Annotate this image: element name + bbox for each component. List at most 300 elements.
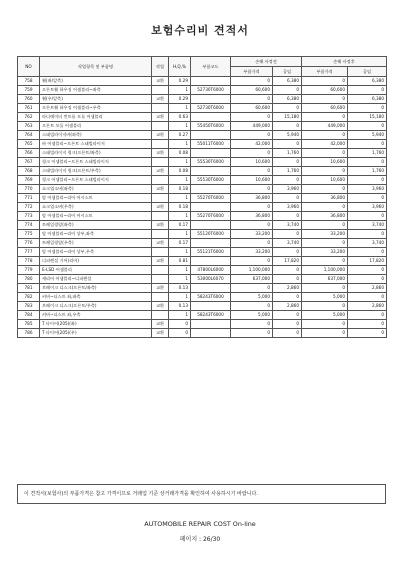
page-number: 페이지 : 26/30 [179, 536, 221, 543]
row-claim-parts: 0 [231, 284, 273, 293]
row-hrs: 0.13 [169, 302, 191, 311]
row-settle-parts: 0 [302, 320, 348, 329]
row-claim-parts: 33,200 [231, 248, 273, 257]
row-claim-parts: 0 [231, 239, 273, 248]
row-part-no: 52730T6000 [191, 86, 231, 95]
row-settle-parts: 36,800 [302, 194, 348, 203]
row-item: 브레이크 디스크(프론트/우측) [40, 302, 152, 311]
row-settle-labor: 3,740 [348, 221, 387, 230]
row-settle-labor: 3,740 [348, 239, 387, 248]
row-claim-labor: 0 [273, 212, 302, 221]
row-hrs: 0.08 [169, 149, 191, 158]
row-settle-parts: 60,600 [302, 104, 348, 113]
row-part-no [191, 185, 231, 194]
table-row [18, 275, 387, 284]
row-claim-labor: 0 [273, 266, 302, 275]
row-work [152, 311, 169, 320]
row-settle-parts: 0 [302, 149, 348, 158]
table-row [18, 194, 387, 203]
row-no: 777 [18, 248, 40, 257]
row-no: 772 [18, 203, 40, 212]
row-claim-parts: 0 [231, 221, 273, 230]
row-settle-parts: 36,800 [302, 212, 348, 221]
col-settle-group-header: 손해 사정후 [302, 57, 387, 67]
table-row [18, 113, 387, 122]
row-work: 교환 [152, 185, 169, 194]
row-hrs: 1 [169, 311, 191, 320]
row-item: 쇼크업소버(좌측) [40, 185, 152, 194]
row-claim-labor: 6,380 [273, 95, 302, 104]
table-row [18, 149, 387, 158]
row-claim-labor: 0 [273, 86, 302, 95]
table-row [18, 311, 387, 320]
row-settle-labor: 0 [348, 248, 387, 257]
row-settle-labor: 0 [348, 212, 387, 221]
row-settle-parts: 5,000 [302, 293, 348, 302]
row-hrs: 0.81 [169, 257, 191, 266]
row-no: 761 [18, 104, 40, 113]
row-item: 프론트 모듈 어셈블리 [40, 122, 152, 131]
row-claim-labor: 0 [273, 320, 302, 329]
row-no: 782 [18, 293, 40, 302]
row-work: 교환 [152, 284, 169, 293]
col-no-header: NO [18, 57, 40, 77]
row-work [152, 122, 169, 131]
table-row [18, 212, 387, 221]
row-settle-labor: 2,860 [348, 284, 387, 293]
row-claim-labor: 2,860 [273, 302, 302, 311]
row-part-no: 58243T6000 [191, 293, 231, 302]
row-work [152, 140, 169, 149]
row-hrs: 1 [169, 158, 191, 167]
col-settle-labor-header: 공임 [348, 67, 387, 77]
row-no: 763 [18, 122, 40, 131]
row-part-no: 55450T6000 [191, 122, 231, 131]
row-claim-labor: 0 [273, 293, 302, 302]
row-settle-labor: 0 [348, 122, 387, 131]
row-work: 교환 [152, 302, 169, 311]
row-claim-labor: 0 [273, 311, 302, 320]
table-row [18, 329, 387, 338]
footer-title: AUTOMOBILE REPAIR COST On-line [144, 520, 256, 528]
row-item: 커버~더스트 좌,좌측 [40, 293, 152, 302]
table-row [18, 122, 387, 131]
row-claim-labor: 15,180 [273, 113, 302, 122]
row-settle-labor: 0 [348, 230, 387, 239]
row-part-no: 55530T6000 [191, 158, 231, 167]
row-hrs: 1 [169, 266, 191, 275]
row-hrs: 0.17 [169, 239, 191, 248]
row-work [152, 194, 169, 203]
row-part-no: 47800L6000 [191, 266, 231, 275]
col-work-header: 작업 [152, 57, 169, 77]
row-part-no [191, 284, 231, 293]
row-item: 프론트휠 하우징 어셈블리~좌측 [40, 86, 152, 95]
row-claim-labor: 0 [273, 230, 302, 239]
row-hrs: 1 [169, 122, 191, 131]
table-row [18, 95, 387, 104]
row-settle-labor: 0 [348, 194, 387, 203]
row-work: 교환 [152, 77, 169, 86]
row-part-no [191, 113, 231, 122]
col-claim-group-header: 손해 사정전 [231, 57, 302, 67]
row-no: 770 [18, 185, 40, 194]
row-no: 764 [18, 131, 40, 140]
row-item: T 타이어(205)(좌) [40, 320, 152, 329]
row-claim-parts: 0 [231, 167, 273, 176]
row-claim-labor: 6,380 [273, 77, 302, 86]
row-settle-parts: 0 [302, 302, 348, 311]
row-part-no: 52730T6000 [191, 104, 231, 113]
row-item: 트레일링암(우측) [40, 239, 152, 248]
row-part-no [191, 95, 231, 104]
row-settle-parts: 449,000 [302, 122, 348, 131]
row-claim-labor: 0 [273, 122, 302, 131]
row-no: 760 [18, 95, 40, 104]
row-work [152, 86, 169, 95]
row-item: 캐리어 어셈블리~디퍼렌셜 [40, 275, 152, 284]
row-work: 교환 [152, 149, 169, 158]
table-row [18, 239, 387, 248]
row-work [152, 176, 169, 185]
row-settle-labor: 0 [348, 329, 387, 338]
row-claim-parts: 60,600 [231, 104, 273, 113]
table-row [18, 131, 387, 140]
row-claim-parts: 0 [231, 77, 273, 86]
row-part-no: 55270T6000 [191, 212, 231, 221]
row-part-no: 55120T6000 [191, 230, 231, 239]
row-no: 771 [18, 194, 40, 203]
row-no: 774 [18, 221, 40, 230]
row-settle-parts: 5,000 [302, 311, 348, 320]
row-claim-labor: 2,860 [273, 284, 302, 293]
row-part-no [191, 257, 231, 266]
row-work [152, 104, 169, 113]
row-work: 교환 [152, 329, 169, 338]
row-item: T 타이어(205)(우) [40, 329, 152, 338]
row-hrs: 0.17 [169, 221, 191, 230]
row-no: 778 [18, 257, 40, 266]
row-part-no [191, 77, 231, 86]
row-work: 교환 [152, 320, 169, 329]
row-settle-parts: 33,200 [302, 230, 348, 239]
row-work [152, 212, 169, 221]
col-settle-parts-header: 부품가격 [302, 67, 348, 77]
row-part-no [191, 167, 231, 176]
row-no: 785 [18, 320, 40, 329]
row-work [152, 266, 169, 275]
row-settle-parts: 33,200 [302, 248, 348, 257]
row-item: 휠(좌/앞측) [40, 77, 152, 86]
row-claim-parts: 637,000 [231, 275, 273, 284]
row-part-no [191, 203, 231, 212]
row-hrs: 0.29 [169, 95, 191, 104]
row-settle-parts: 0 [302, 203, 348, 212]
table-row [18, 284, 387, 293]
row-claim-parts: 0 [231, 131, 273, 140]
table-row [18, 158, 387, 167]
row-work: 교환 [152, 167, 169, 176]
row-item: 트레일링암(좌측) [40, 221, 152, 230]
row-part-no [191, 302, 231, 311]
row-hrs: 1 [169, 86, 191, 95]
row-part-no [191, 131, 231, 140]
row-part-no: 55121T6000 [191, 248, 231, 257]
row-settle-labor: 0 [348, 275, 387, 284]
row-claim-labor: 17,820 [273, 257, 302, 266]
row-work: 교환 [152, 239, 169, 248]
row-hrs: 0.27 [169, 131, 191, 140]
row-claim-parts: 10,600 [231, 176, 273, 185]
row-claim-labor: 1,760 [273, 149, 302, 158]
row-claim-labor: 0 [273, 140, 302, 149]
row-no: 779 [18, 266, 40, 275]
table-row [18, 257, 387, 266]
row-work [152, 230, 169, 239]
row-item: 암 어셈블리~리어 상부,좌측 [40, 230, 152, 239]
row-settle-labor: 3,960 [348, 185, 387, 194]
row-settle-labor: 0 [348, 293, 387, 302]
row-hrs: 0.13 [169, 284, 191, 293]
row-work: 교환 [152, 113, 169, 122]
row-part-no [191, 320, 231, 329]
row-settle-parts: 0 [302, 329, 348, 338]
row-settle-labor: 6,380 [348, 77, 387, 86]
row-work [152, 293, 169, 302]
row-hrs: 0.63 [169, 113, 191, 122]
table-row [18, 203, 387, 212]
row-hrs: 1 [169, 275, 191, 284]
row-settle-labor: 1,760 [348, 149, 387, 158]
row-no: 766 [18, 149, 40, 158]
row-claim-parts: 36,800 [231, 194, 273, 203]
row-hrs: 0.18 [169, 203, 191, 212]
row-claim-parts: 1,100,000 [231, 266, 273, 275]
row-claim-parts: 36,800 [231, 212, 273, 221]
col-claim-parts-header: 부품가격 [231, 67, 273, 77]
row-settle-parts: 1,100,000 [302, 266, 348, 275]
row-no: 759 [18, 86, 40, 95]
row-claim-parts: 0 [231, 113, 273, 122]
row-settle-parts: 0 [302, 113, 348, 122]
row-no: 773 [18, 212, 40, 221]
table-row [18, 320, 387, 329]
row-claim-labor: 5,940 [273, 131, 302, 140]
row-settle-parts: 0 [302, 239, 348, 248]
row-item: 쇼크업소버(우측) [40, 203, 152, 212]
row-claim-parts: 0 [231, 329, 273, 338]
row-no: 775 [18, 230, 40, 239]
row-item: 스태빌라이저 링크(프론트/좌측) [40, 149, 152, 158]
row-claim-labor: 0 [273, 104, 302, 113]
row-claim-parts: 0 [231, 185, 273, 194]
row-claim-labor: 0 [273, 248, 302, 257]
row-no: 768 [18, 167, 40, 176]
row-claim-parts: 0 [231, 302, 273, 311]
row-hrs: 0.08 [169, 167, 191, 176]
row-settle-parts: 0 [302, 77, 348, 86]
row-hrs: 0.18 [169, 185, 191, 194]
row-claim-parts: 0 [231, 203, 273, 212]
row-hrs: 1 [169, 140, 191, 149]
row-work [152, 275, 169, 284]
table-row [18, 185, 387, 194]
row-claim-labor: 0 [273, 176, 302, 185]
row-claim-parts: 5,000 [231, 311, 273, 320]
row-item: 프론트휠 하우징 어셈블리~우측 [40, 104, 152, 113]
row-no: 784 [18, 311, 40, 320]
row-no: 781 [18, 284, 40, 293]
row-hrs: 1 [169, 176, 191, 185]
row-settle-labor: 6,380 [348, 95, 387, 104]
row-settle-parts: 10,600 [302, 176, 348, 185]
row-claim-labor: 0 [273, 275, 302, 284]
row-settle-labor: 2,860 [348, 302, 387, 311]
row-no: 780 [18, 275, 40, 284]
col-hrs-header: H,Q,% [169, 57, 191, 77]
row-settle-parts: 10,600 [302, 158, 348, 167]
row-item: 휠(우/앞측) [40, 95, 152, 104]
table-row [18, 167, 387, 176]
row-claim-labor: 0 [273, 158, 302, 167]
row-hrs: 0.29 [169, 77, 191, 86]
row-settle-parts: 0 [302, 284, 348, 293]
row-work: 교환 [152, 203, 169, 212]
table-row [18, 140, 387, 149]
row-part-no [191, 149, 231, 158]
row-settle-parts: 0 [302, 131, 348, 140]
row-settle-labor: 0 [348, 140, 387, 149]
row-no: 783 [18, 302, 40, 311]
row-settle-labor: 5,940 [348, 131, 387, 140]
row-part-no: 55530T6000 [191, 176, 231, 185]
row-claim-parts: 60,600 [231, 86, 273, 95]
row-settle-labor: 3,960 [348, 203, 387, 212]
row-claim-labor: 1,760 [273, 167, 302, 176]
row-claim-labor: 3,740 [273, 221, 302, 230]
row-claim-labor: 0 [273, 329, 302, 338]
row-part-no: 55270T6000 [191, 194, 231, 203]
table-row [18, 266, 387, 275]
row-claim-parts: 5,000 [231, 293, 273, 302]
row-part-no [191, 239, 231, 248]
row-item: 암 어셈블리~리어 상부,우측 [40, 248, 152, 257]
row-settle-labor: 0 [348, 320, 387, 329]
row-claim-parts: 449,000 [231, 122, 273, 131]
row-item: 브레이크 디스크(프론트/좌측) [40, 284, 152, 293]
row-hrs: 1 [169, 248, 191, 257]
col-item-header: 작업항목 및 부품명 [40, 57, 152, 77]
estimate-table [17, 56, 387, 338]
row-item: 링크 어셈블리~프론트 스태빌라이저 [40, 176, 152, 185]
row-item: 링크 어셈블리~프론트 스태빌라이저 [40, 158, 152, 167]
row-claim-parts: 33,200 [231, 230, 273, 239]
row-hrs: 0 [169, 329, 191, 338]
row-settle-labor: 0 [348, 176, 387, 185]
row-settle-parts: 0 [302, 185, 348, 194]
col-part-header: 부품코드 [191, 57, 231, 77]
row-hrs: 1 [169, 293, 191, 302]
table-row [18, 77, 387, 86]
row-part-no: 55011T6000 [191, 140, 231, 149]
row-settle-parts: 42,000 [302, 140, 348, 149]
table-row [18, 302, 387, 311]
table-row [18, 248, 387, 257]
row-settle-labor: 0 [348, 311, 387, 320]
row-settle-parts: 0 [302, 257, 348, 266]
row-claim-labor: 0 [273, 194, 302, 203]
row-part-no: 53000L6070 [191, 275, 231, 284]
row-settle-labor: 0 [348, 104, 387, 113]
row-settle-parts: 0 [302, 95, 348, 104]
row-part-no: 58243T6000 [191, 311, 231, 320]
row-item: 라디에이터 컨트롤 모듈 어셈블리 [40, 113, 152, 122]
table-row [18, 221, 387, 230]
row-item: 암 어셈블리~리어 어시스트 [40, 194, 152, 203]
row-hrs: 1 [169, 194, 191, 203]
row-claim-parts: 0 [231, 149, 273, 158]
row-no: 786 [18, 329, 40, 338]
row-settle-parts: 0 [302, 221, 348, 230]
row-work [152, 158, 169, 167]
row-hrs: 1 [169, 212, 191, 221]
row-hrs: 0 [169, 320, 191, 329]
disclaimer-note: 이 견적서(보험사)의 부품가격은 참고 가격이므로 거래업 기준 상거래가격을 확인하여 사용하시기 바랍니다. [17, 484, 386, 504]
row-item: 암 어셈블리~리어 어시스트 [40, 212, 152, 221]
row-no: 765 [18, 140, 40, 149]
row-settle-labor: 17,820 [348, 257, 387, 266]
row-item: E-LSD 어셈블리 [40, 266, 152, 275]
row-item: 스태빌라이저 링크(프론트/우측) [40, 167, 152, 176]
row-settle-parts: 0 [302, 167, 348, 176]
row-hrs: 1 [169, 104, 191, 113]
row-claim-labor: 3,960 [273, 185, 302, 194]
row-item: 바 어셈블리~프론트 스태빌라이저 [40, 140, 152, 149]
table-body [18, 77, 387, 338]
table-row [18, 86, 387, 95]
row-part-no [191, 221, 231, 230]
row-work: 교환 [152, 221, 169, 230]
row-item: 스태빌라이저바(좌측) [40, 131, 152, 140]
row-settle-labor: 0 [348, 266, 387, 275]
row-claim-labor: 3,960 [273, 203, 302, 212]
row-claim-labor: 3,740 [273, 239, 302, 248]
row-item: 디퍼렌셜 기어(리어) [40, 257, 152, 266]
row-work: 교환 [152, 95, 169, 104]
row-item: 커버~더스트 좌,우측 [40, 311, 152, 320]
row-claim-parts: 10,600 [231, 158, 273, 167]
row-settle-labor: 0 [348, 86, 387, 95]
row-claim-parts: 0 [231, 320, 273, 329]
row-work: 교환 [152, 257, 169, 266]
table-header-row [18, 57, 387, 67]
row-settle-labor: 15,180 [348, 113, 387, 122]
row-work: 교환 [152, 131, 169, 140]
row-no: 767 [18, 158, 40, 167]
row-claim-parts: 0 [231, 95, 273, 104]
row-no: 762 [18, 113, 40, 122]
table-row [18, 293, 387, 302]
table-row [18, 230, 387, 239]
page-title: 보험수리비 견적서 [151, 24, 249, 37]
row-settle-parts: 60,600 [302, 86, 348, 95]
table-row [18, 104, 387, 113]
row-settle-labor: 0 [348, 158, 387, 167]
row-settle-labor: 1,760 [348, 167, 387, 176]
row-no: 769 [18, 176, 40, 185]
row-no: 758 [18, 77, 40, 86]
row-settle-parts: 637,000 [302, 275, 348, 284]
